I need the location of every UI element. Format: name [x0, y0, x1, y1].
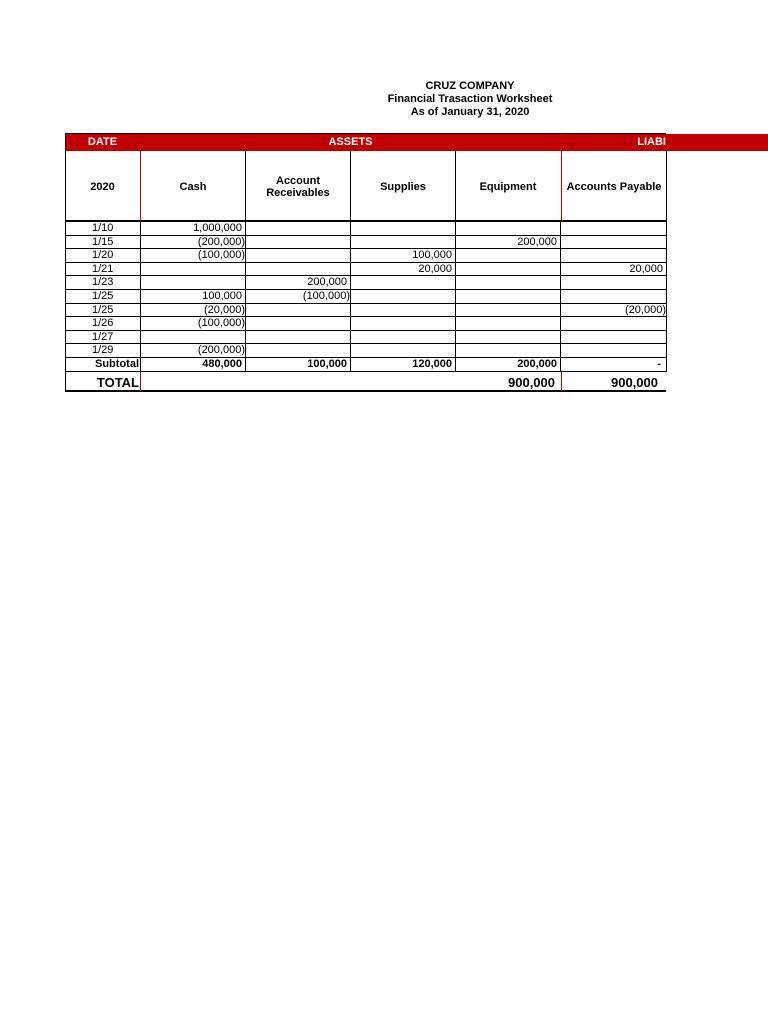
year-header: 2020 [90, 180, 115, 193]
column-divider [245, 151, 246, 372]
cell-ar [246, 222, 350, 235]
cell-supplies [351, 317, 455, 330]
total-label-divider [140, 372, 141, 391]
cell-ar: 200,000 [307, 276, 347, 288]
subtotal-cash: 480,000 [202, 358, 242, 370]
total-liabilities: 900,000 [611, 375, 658, 390]
company-name: CRUZ COMPANY [425, 80, 515, 92]
assets-liabilities-divider-header [561, 133, 562, 221]
date-col-divider-header [140, 151, 141, 221]
cell-ar: (100,000) [302, 290, 350, 302]
liabilities-band-label: LIABI [637, 136, 666, 148]
total-assets-divider [561, 372, 562, 391]
cell-date: 1/15 [92, 236, 114, 248]
cell-cash: (100,000) [197, 249, 245, 261]
left-border [65, 133, 66, 392]
cell-ap [562, 249, 666, 262]
cell-date: 1/26 [92, 317, 114, 329]
header-bottom-border [65, 220, 666, 222]
cell-equipment [456, 290, 560, 303]
row-divider [65, 235, 666, 236]
right-border [666, 151, 667, 372]
total-assets: 900,000 [508, 375, 555, 390]
cell-equipment [456, 317, 560, 330]
cell-cash: (200,000) [197, 236, 245, 248]
subtotal-equipment: 200,000 [517, 358, 557, 370]
cell-date: 1/21 [92, 263, 114, 275]
cell-cash: (200,000) [197, 344, 245, 356]
cell-equipment: 200,000 [517, 236, 557, 248]
ar-header-line1: Account [276, 174, 320, 187]
cell-date: 1/27 [92, 331, 114, 343]
category-header-band [65, 134, 768, 151]
cell-ap: 20,000 [629, 263, 663, 275]
cell-supplies [351, 290, 455, 303]
cell-supplies: 20,000 [418, 263, 452, 275]
total-bottom-border [65, 390, 666, 392]
row-divider [65, 275, 666, 276]
cell-ap [562, 276, 666, 289]
cell-supplies: 100,000 [412, 249, 452, 261]
accounts-payable-header: Accounts Payable [566, 180, 662, 193]
cell-equipment [456, 249, 560, 262]
subtotal-ar: 100,000 [307, 358, 347, 370]
cell-ap [562, 222, 666, 235]
cell-ar [246, 249, 350, 262]
column-divider [455, 151, 456, 372]
report-period: As of January 31, 2020 [410, 106, 530, 118]
report-title-block [330, 80, 610, 119]
row-divider [65, 316, 666, 317]
column-divider [350, 151, 351, 372]
assets-band-label: ASSETS [328, 136, 373, 148]
cell-cash: 100,000 [202, 290, 242, 302]
equipment-header: Equipment [479, 180, 537, 193]
cell-equipment [456, 222, 560, 235]
cell-cash: (20,000) [204, 304, 245, 316]
cell-ap [562, 290, 666, 303]
date-band-label: DATE [87, 136, 118, 148]
cell-date: 1/29 [92, 344, 114, 356]
cell-date: 1/20 [92, 249, 114, 261]
row-divider [65, 289, 666, 290]
cell-date: 1/23 [92, 276, 114, 288]
cell-supplies [351, 344, 455, 357]
cell-ap: (20,000) [625, 304, 666, 316]
ar-header-line2: Receivables [266, 186, 330, 199]
row-divider [65, 357, 666, 358]
cell-equipment [456, 276, 560, 289]
report-name: Financial Trasaction Worksheet [387, 93, 553, 105]
row-divider [65, 262, 666, 263]
cell-ar [246, 317, 350, 330]
cell-cash: 1,000,000 [193, 222, 242, 234]
cell-cash [141, 276, 245, 289]
cell-date: 1/10 [92, 222, 114, 234]
subtotal-supplies: 120,000 [412, 358, 452, 370]
subtotal-label: Subtotal [95, 358, 139, 370]
cell-supplies [351, 276, 455, 289]
cell-ar [246, 344, 350, 357]
row-divider [65, 303, 666, 304]
row-divider [65, 330, 666, 331]
cell-date: 1/25 [92, 290, 114, 302]
cell-date: 1/25 [92, 304, 114, 316]
subtotal-bottom-border [65, 371, 666, 372]
cash-header: Cash [179, 180, 207, 193]
supplies-header: Supplies [380, 180, 426, 193]
cell-supplies [351, 222, 455, 235]
row-divider [65, 248, 666, 249]
row-divider [65, 343, 666, 344]
subtotal-ap: - [657, 358, 661, 370]
cell-cash: (100,000) [197, 317, 245, 329]
total-label: TOTAL [96, 375, 139, 390]
date-col-divider [140, 221, 141, 371]
cell-ap [562, 344, 666, 357]
equipment-col-right-border [560, 221, 561, 372]
cell-ap [562, 317, 666, 330]
account-receivables-header [246, 152, 350, 221]
cell-equipment [456, 344, 560, 357]
